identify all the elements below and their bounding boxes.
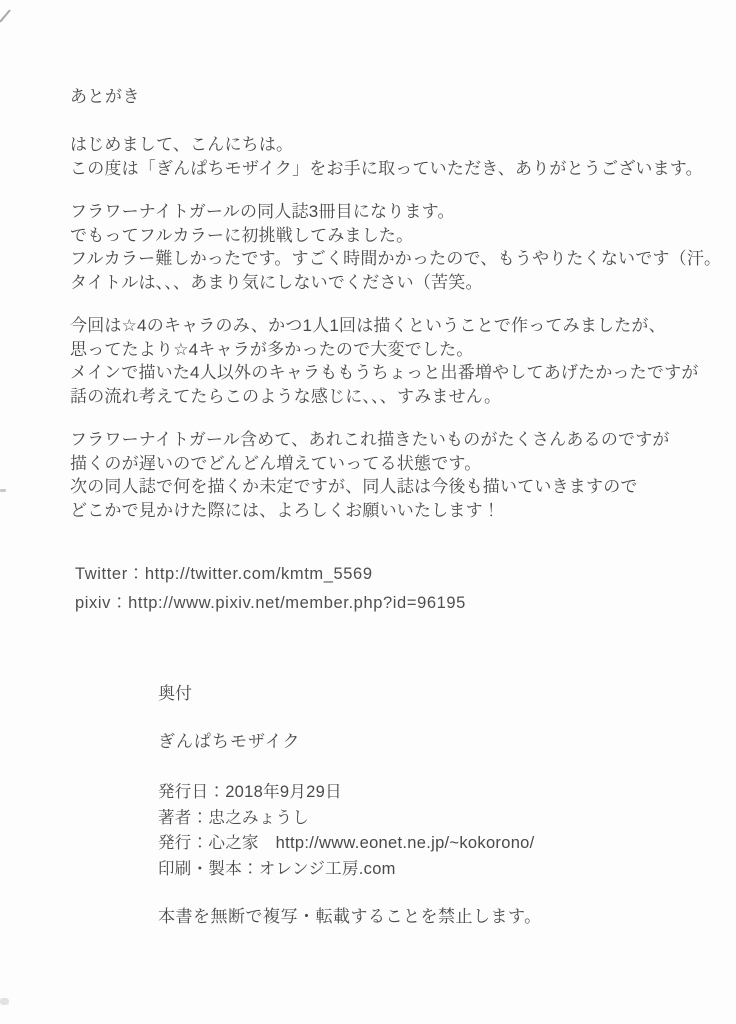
printer-info: 印刷・製本：オレンジ工房.com bbox=[158, 859, 396, 878]
text-line: 描くのが遅いのでどんどん増えていってる状態です。 bbox=[70, 453, 482, 473]
twitter-url-text: Twitter：http://twitter.com/kmtm_5569 bbox=[75, 565, 373, 583]
text-line: どこかで見かけた際には、よろしくお願いいたします！ bbox=[70, 500, 500, 520]
text-line: フラワーナイトガールの同人誌3冊目になります。 bbox=[70, 202, 455, 221]
text-line: 思ってたより☆4キャラが多かったので大変でした。 bbox=[70, 339, 474, 359]
scan-artifact-corner-scratch bbox=[0, 9, 11, 23]
pixiv-url-text: pixiv：http://www.pixiv.net/member.php?id=96195 bbox=[75, 594, 466, 612]
publisher-info: 発行：心之家 http://www.eonet.ne.jp/~kokorono/ bbox=[158, 834, 535, 852]
copyright-notice: 本書を無断で複写・転載することを禁止します。 bbox=[158, 907, 542, 926]
scan-artifact-left-dash bbox=[0, 489, 6, 492]
text-line: フラワーナイトガール含めて、あれこれ描きたいものがたくさんあるのですが bbox=[70, 430, 670, 449]
text-line: 話の流れ考えてたらこのような感じに、、、すみません。 bbox=[70, 386, 502, 406]
afterword-heading: あとがき bbox=[70, 87, 140, 106]
book-title: ぎんぱちモザイク bbox=[158, 732, 301, 751]
text-line: タイトルは、、、あまり気にしないでください（苦笑。 bbox=[70, 272, 483, 292]
colophon-heading: 奥付 bbox=[158, 684, 192, 703]
text-line: この度は「ぎんぱちモザイク」をお手に取っていただき、ありがとうございます。 bbox=[70, 158, 703, 178]
text-line: 次の同人誌で何を描くか未定ですが、同人誌は今後も描いていきますので bbox=[70, 477, 638, 496]
author-name: 著者：忠之みょうし bbox=[158, 808, 310, 827]
publication-date: 発行日：2018年9月29日 bbox=[158, 783, 342, 801]
colophon-block bbox=[158, 0, 678, 945]
text-line: でもってフルカラーに初挑戦してみました。 bbox=[70, 225, 414, 245]
publication-info bbox=[158, 780, 678, 882]
text-line: フルカラー難しかったです。すごく時間かかったので、もうやりたくないです（汗。 bbox=[70, 249, 722, 268]
text-line: メインで描いた4人以外のキャラももうちょっと出番増やしてあげたかったですが bbox=[70, 363, 699, 382]
text-line: 今回は☆4のキャラのみ、かつ1人1回は描くということで作ってみましたが、 bbox=[70, 316, 666, 335]
scan-artifact-bottom-smudge bbox=[0, 998, 9, 1005]
text-line: はじめまして、こんにちは。 bbox=[70, 135, 294, 154]
